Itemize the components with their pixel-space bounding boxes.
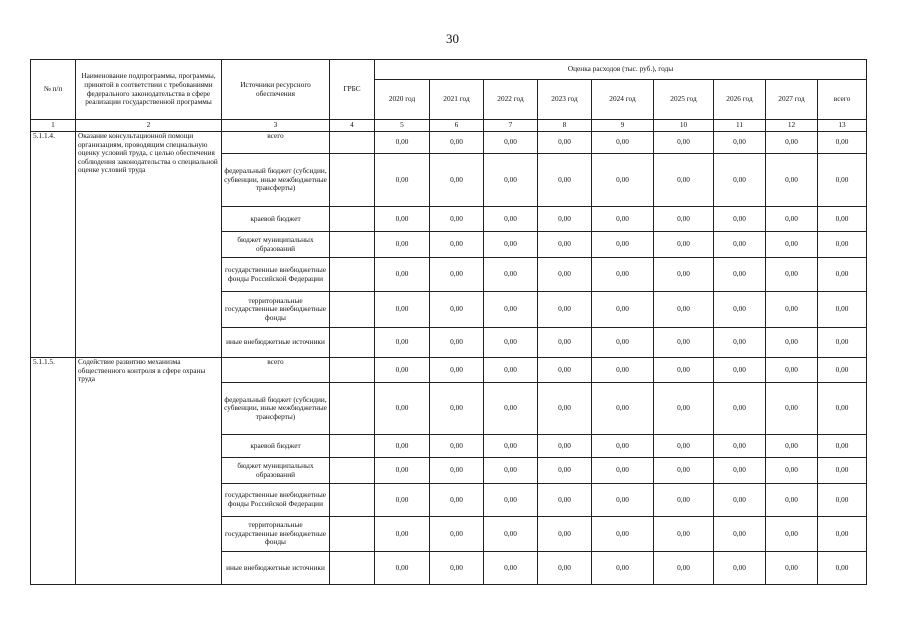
value-cell: 0,00 bbox=[538, 552, 592, 585]
value-cell: 0,00 bbox=[484, 358, 538, 383]
funding-source: государственные внебюджетные фонды Российской Федерации bbox=[222, 258, 330, 292]
value-cell: 0,00 bbox=[538, 358, 592, 383]
value-cell: 0,00 bbox=[538, 435, 592, 458]
value-cell: 0,00 bbox=[430, 258, 484, 292]
value-cell: 0,00 bbox=[654, 383, 714, 435]
value-cell: 0,00 bbox=[375, 292, 430, 328]
value-cell: 0,00 bbox=[818, 258, 867, 292]
column-number: 9 bbox=[592, 120, 654, 132]
value-cell: 0,00 bbox=[766, 292, 818, 328]
grbs-cell bbox=[330, 232, 375, 258]
funding-source: всего bbox=[222, 132, 330, 154]
header-name: Наименование подпрограммы, программы, принятой в соответствии с требованиями федерального законодательства в сфере реализации государственной программы bbox=[76, 60, 222, 120]
funding-source: иные внебюджетные источники bbox=[222, 552, 330, 585]
value-cell: 0,00 bbox=[538, 292, 592, 328]
value-cell: 0,00 bbox=[592, 358, 654, 383]
value-cell: 0,00 bbox=[538, 458, 592, 484]
item-name: Содействие развитию механизма общественного контроля в сфере охраны труда bbox=[76, 358, 222, 585]
value-cell: 0,00 bbox=[818, 132, 867, 154]
value-cell: 0,00 bbox=[538, 154, 592, 207]
value-cell: 0,00 bbox=[654, 207, 714, 232]
value-cell: 0,00 bbox=[375, 383, 430, 435]
value-cell: 0,00 bbox=[538, 517, 592, 552]
value-cell: 0,00 bbox=[484, 458, 538, 484]
value-cell: 0,00 bbox=[714, 292, 766, 328]
value-cell: 0,00 bbox=[714, 258, 766, 292]
value-cell: 0,00 bbox=[430, 517, 484, 552]
funding-source: бюджет муниципальных образований bbox=[222, 232, 330, 258]
table-row bbox=[31, 132, 867, 154]
value-cell: 0,00 bbox=[654, 458, 714, 484]
value-cell: 0,00 bbox=[538, 328, 592, 358]
value-cell: 0,00 bbox=[766, 383, 818, 435]
grbs-cell bbox=[330, 435, 375, 458]
value-cell: 0,00 bbox=[538, 207, 592, 232]
value-cell: 0,00 bbox=[592, 292, 654, 328]
value-cell: 0,00 bbox=[818, 383, 867, 435]
funding-source: территориальные государственные внебюджетные фонды bbox=[222, 517, 330, 552]
value-cell: 0,00 bbox=[484, 517, 538, 552]
funding-source: иные внебюджетные источники bbox=[222, 328, 330, 358]
value-cell: 0,00 bbox=[430, 154, 484, 207]
value-cell: 0,00 bbox=[430, 383, 484, 435]
value-cell: 0,00 bbox=[714, 132, 766, 154]
value-cell: 0,00 bbox=[654, 328, 714, 358]
value-cell: 0,00 bbox=[484, 435, 538, 458]
value-cell: 0,00 bbox=[430, 458, 484, 484]
value-cell: 0,00 bbox=[484, 383, 538, 435]
value-cell: 0,00 bbox=[430, 292, 484, 328]
value-cell: 0,00 bbox=[538, 484, 592, 517]
value-cell: 0,00 bbox=[538, 232, 592, 258]
value-cell: 0,00 bbox=[714, 458, 766, 484]
value-cell: 0,00 bbox=[592, 435, 654, 458]
value-cell: 0,00 bbox=[818, 207, 867, 232]
value-cell: 0,00 bbox=[375, 207, 430, 232]
value-cell: 0,00 bbox=[430, 328, 484, 358]
value-cell: 0,00 bbox=[714, 328, 766, 358]
value-cell: 0,00 bbox=[818, 517, 867, 552]
value-cell: 0,00 bbox=[766, 484, 818, 517]
column-number: 11 bbox=[714, 120, 766, 132]
budget-table bbox=[30, 59, 867, 585]
column-number: 12 bbox=[766, 120, 818, 132]
column-number: 1 bbox=[31, 120, 76, 132]
funding-source: краевой бюджет bbox=[222, 435, 330, 458]
grbs-cell bbox=[330, 154, 375, 207]
funding-source: территориальные государственные внебюджетные фонды bbox=[222, 292, 330, 328]
grbs-cell bbox=[330, 552, 375, 585]
value-cell: 0,00 bbox=[592, 458, 654, 484]
value-cell: 0,00 bbox=[484, 292, 538, 328]
value-cell: 0,00 bbox=[484, 132, 538, 154]
table-body bbox=[31, 132, 867, 585]
value-cell: 0,00 bbox=[430, 358, 484, 383]
value-cell: 0,00 bbox=[654, 484, 714, 517]
value-cell: 0,00 bbox=[818, 435, 867, 458]
value-cell: 0,00 bbox=[714, 232, 766, 258]
header-year: 2021 год bbox=[430, 80, 484, 120]
value-cell: 0,00 bbox=[375, 435, 430, 458]
header-year: 2023 год bbox=[538, 80, 592, 120]
column-number: 3 bbox=[222, 120, 330, 132]
value-cell: 0,00 bbox=[592, 552, 654, 585]
value-cell: 0,00 bbox=[766, 207, 818, 232]
value-cell: 0,00 bbox=[818, 358, 867, 383]
funding-source: всего bbox=[222, 358, 330, 383]
value-cell: 0,00 bbox=[484, 154, 538, 207]
value-cell: 0,00 bbox=[654, 154, 714, 207]
grbs-cell bbox=[330, 258, 375, 292]
value-cell: 0,00 bbox=[766, 328, 818, 358]
grbs-cell bbox=[330, 484, 375, 517]
funding-source: федеральный бюджет (субсидии, субвенции, иные межбюджетные трансферты) bbox=[222, 154, 330, 207]
value-cell: 0,00 bbox=[818, 552, 867, 585]
value-cell: 0,00 bbox=[430, 552, 484, 585]
value-cell: 0,00 bbox=[592, 484, 654, 517]
value-cell: 0,00 bbox=[592, 154, 654, 207]
item-code: 5.1.1.5. bbox=[31, 358, 76, 585]
value-cell: 0,00 bbox=[654, 517, 714, 552]
grbs-cell bbox=[330, 458, 375, 484]
value-cell: 0,00 bbox=[818, 328, 867, 358]
value-cell: 0,00 bbox=[654, 258, 714, 292]
value-cell: 0,00 bbox=[430, 484, 484, 517]
column-number: 6 bbox=[430, 120, 484, 132]
value-cell: 0,00 bbox=[818, 292, 867, 328]
funding-source: государственные внебюджетные фонды Российской Федерации bbox=[222, 484, 330, 517]
value-cell: 0,00 bbox=[654, 292, 714, 328]
value-cell: 0,00 bbox=[654, 358, 714, 383]
column-number: 10 bbox=[654, 120, 714, 132]
item-code: 5.1.1.4. bbox=[31, 132, 76, 358]
value-cell: 0,00 bbox=[592, 132, 654, 154]
column-number: 5 bbox=[375, 120, 430, 132]
value-cell: 0,00 bbox=[484, 232, 538, 258]
value-cell: 0,00 bbox=[484, 328, 538, 358]
header-numbers-row bbox=[31, 120, 867, 132]
value-cell: 0,00 bbox=[818, 154, 867, 207]
header-row-top bbox=[31, 60, 867, 80]
value-cell: 0,00 bbox=[375, 484, 430, 517]
value-cell: 0,00 bbox=[818, 232, 867, 258]
value-cell: 0,00 bbox=[592, 258, 654, 292]
column-number: 4 bbox=[330, 120, 375, 132]
value-cell: 0,00 bbox=[766, 358, 818, 383]
value-cell: 0,00 bbox=[766, 258, 818, 292]
grbs-cell bbox=[330, 383, 375, 435]
grbs-cell bbox=[330, 207, 375, 232]
value-cell: 0,00 bbox=[654, 435, 714, 458]
value-cell: 0,00 bbox=[375, 458, 430, 484]
header-year: 2024 год bbox=[592, 80, 654, 120]
value-cell: 0,00 bbox=[592, 207, 654, 232]
value-cell: 0,00 bbox=[766, 517, 818, 552]
header-year: 2025 год bbox=[654, 80, 714, 120]
value-cell: 0,00 bbox=[375, 358, 430, 383]
value-cell: 0,00 bbox=[375, 258, 430, 292]
value-cell: 0,00 bbox=[375, 154, 430, 207]
value-cell: 0,00 bbox=[430, 232, 484, 258]
funding-source: краевой бюджет bbox=[222, 207, 330, 232]
value-cell: 0,00 bbox=[766, 154, 818, 207]
value-cell: 0,00 bbox=[538, 383, 592, 435]
header-year: 2022 год bbox=[484, 80, 538, 120]
value-cell: 0,00 bbox=[818, 484, 867, 517]
value-cell: 0,00 bbox=[714, 383, 766, 435]
column-number: 8 bbox=[538, 120, 592, 132]
value-cell: 0,00 bbox=[484, 484, 538, 517]
grbs-cell bbox=[330, 292, 375, 328]
value-cell: 0,00 bbox=[538, 132, 592, 154]
table-row bbox=[31, 358, 867, 383]
header-grbs: ГРБС bbox=[330, 60, 375, 120]
value-cell: 0,00 bbox=[592, 328, 654, 358]
column-number: 7 bbox=[484, 120, 538, 132]
value-cell: 0,00 bbox=[592, 517, 654, 552]
column-number: 2 bbox=[76, 120, 222, 132]
value-cell: 0,00 bbox=[766, 132, 818, 154]
value-cell: 0,00 bbox=[375, 132, 430, 154]
value-cell: 0,00 bbox=[654, 132, 714, 154]
grbs-cell bbox=[330, 517, 375, 552]
value-cell: 0,00 bbox=[654, 232, 714, 258]
value-cell: 0,00 bbox=[592, 383, 654, 435]
value-cell: 0,00 bbox=[818, 458, 867, 484]
header-sources: Источники ресурсного обеспечения bbox=[222, 60, 330, 120]
funding-source: федеральный бюджет (субсидии, субвенции, иные межбюджетные трансферты) bbox=[222, 383, 330, 435]
value-cell: 0,00 bbox=[484, 258, 538, 292]
value-cell: 0,00 bbox=[375, 328, 430, 358]
funding-source: бюджет муниципальных образований bbox=[222, 458, 330, 484]
value-cell: 0,00 bbox=[430, 132, 484, 154]
value-cell: 0,00 bbox=[654, 552, 714, 585]
grbs-cell bbox=[330, 358, 375, 383]
column-number: 13 bbox=[818, 120, 867, 132]
value-cell: 0,00 bbox=[375, 232, 430, 258]
header-no: № п/п bbox=[31, 60, 76, 120]
value-cell: 0,00 bbox=[484, 552, 538, 585]
grbs-cell bbox=[330, 328, 375, 358]
value-cell: 0,00 bbox=[430, 207, 484, 232]
header-year: 2020 год bbox=[375, 80, 430, 120]
header-year: 2027 год bbox=[766, 80, 818, 120]
value-cell: 0,00 bbox=[538, 258, 592, 292]
value-cell: 0,00 bbox=[375, 517, 430, 552]
value-cell: 0,00 bbox=[484, 207, 538, 232]
value-cell: 0,00 bbox=[714, 517, 766, 552]
header-estimate: Оценка расходов (тыс. руб.), годы bbox=[375, 60, 867, 80]
page-number: 30 bbox=[446, 31, 459, 46]
value-cell: 0,00 bbox=[714, 435, 766, 458]
value-cell: 0,00 bbox=[766, 552, 818, 585]
value-cell: 0,00 bbox=[766, 458, 818, 484]
value-cell: 0,00 bbox=[714, 207, 766, 232]
value-cell: 0,00 bbox=[766, 232, 818, 258]
value-cell: 0,00 bbox=[714, 154, 766, 207]
value-cell: 0,00 bbox=[430, 435, 484, 458]
header-year: 2026 год bbox=[714, 80, 766, 120]
grbs-cell bbox=[330, 132, 375, 154]
value-cell: 0,00 bbox=[714, 484, 766, 517]
value-cell: 0,00 bbox=[375, 552, 430, 585]
value-cell: 0,00 bbox=[766, 435, 818, 458]
header-year: всего bbox=[818, 80, 867, 120]
item-name: Оказание консультационной помощи организациям, проводящим специальную оценку условий труда, с целью обеспечения соблюдения законодательства о специальной оценке условий труда bbox=[76, 132, 222, 358]
value-cell: 0,00 bbox=[714, 552, 766, 585]
value-cell: 0,00 bbox=[592, 232, 654, 258]
value-cell: 0,00 bbox=[714, 358, 766, 383]
